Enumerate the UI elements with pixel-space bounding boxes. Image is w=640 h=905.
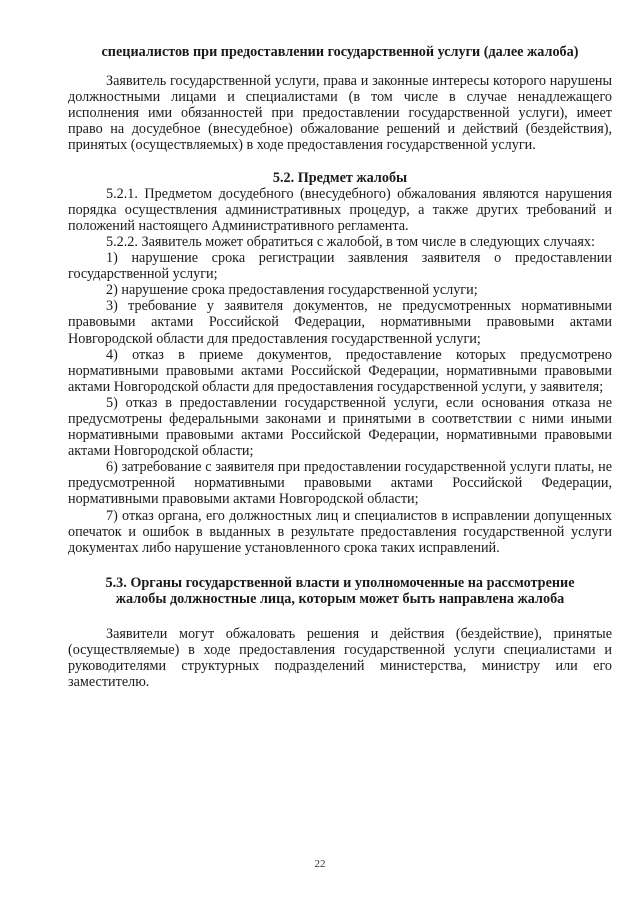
page-number: 22 — [314, 858, 326, 870]
section-5-3-title-line-2: жалобы должностные лица, которым может быть направлена жалоба — [115, 590, 565, 607]
list-item-7: 7) отказ органа, его должностных лиц и специалистов в исправлении допущенных опечаток и ошибок в выданных в результате предоставления государственной услуги документах либо нарушение установленного срока таких исправлений. — [68, 507, 612, 556]
section-5-3-title-line-1: 5.3. Органы государственной власти и уполномоченные на рассмотрение — [105, 574, 575, 591]
section-5-2-title: 5.2. Предмет жалобы — [272, 169, 408, 186]
list-item-4: 4) отказ в приеме документов, предоставление которых предусмотрено нормативными правовыми актами Российской Федерации, нормативными правовыми актами Новгородской области для предоставления государственной услуги, у заявителя; — [68, 346, 612, 395]
paragraph-5-2-1: 5.2.1. Предметом досудебного (внесудебного) обжалования являются нарушения порядка осуществления административных процедур, а также других требований и положений настоящего Административного регламента. — [68, 185, 612, 234]
list-item-3: 3) требование у заявителя документов, не предусмотренных нормативными правовыми актами Российской Федерации, нормативными правовыми актами Новгородской области для предоставления государственной услуги; — [68, 298, 612, 347]
intro-paragraph: Заявитель государственной услуги, права и законные интересы которого нарушены должностными лицами и специалистами (в том числе в случае ненадлежащего исполнения ими обязанностей при предоставлении государственной услуги), имеет право на досудебное (внесудебное) обжалование решений и действий (бездействия), принятых (осуществляемых) в ходе предоставления государственной услуги. — [68, 73, 612, 154]
list-item-6: 6) затребование с заявителя при предоставлении государственной услуги платы, не предусмотренной нормативными правовыми актами Российской Федерации, нормативными правовыми актами Новгородской области; — [68, 459, 612, 508]
continued-section-heading: специалистов при предоставлении государственной услуги (далее жалоба) — [101, 44, 579, 60]
list-item-5: 5) отказ в предоставлении государственной услуги, если основания отказа не предусмотрены федеральными законами и принятыми в соответствии с ними иными нормативными правовыми актами Российской Федерации, нормативными правовыми актами Новгородской области; — [68, 394, 612, 460]
paragraph-5-2-2: 5.2.2. Заявитель может обратиться с жалобой, в том числе в следующих случаях: — [106, 233, 595, 250]
paragraph-5-3: Заявители могут обжаловать решения и действия (бездействие), принятые (осуществляемые) в ходе предоставления государственной услуги специалистами и руководителями структурных подразделений министерства, министру или его заместителю. — [68, 626, 612, 691]
list-item-1: 1) нарушение срока регистрации заявления заявителя о предоставлении государственной услуги; — [68, 250, 612, 283]
document-page — [68, 44, 612, 690]
section-5-3-title — [68, 575, 612, 607]
list-item-2: 2) нарушение срока предоставления государственной услуги; — [106, 282, 478, 299]
